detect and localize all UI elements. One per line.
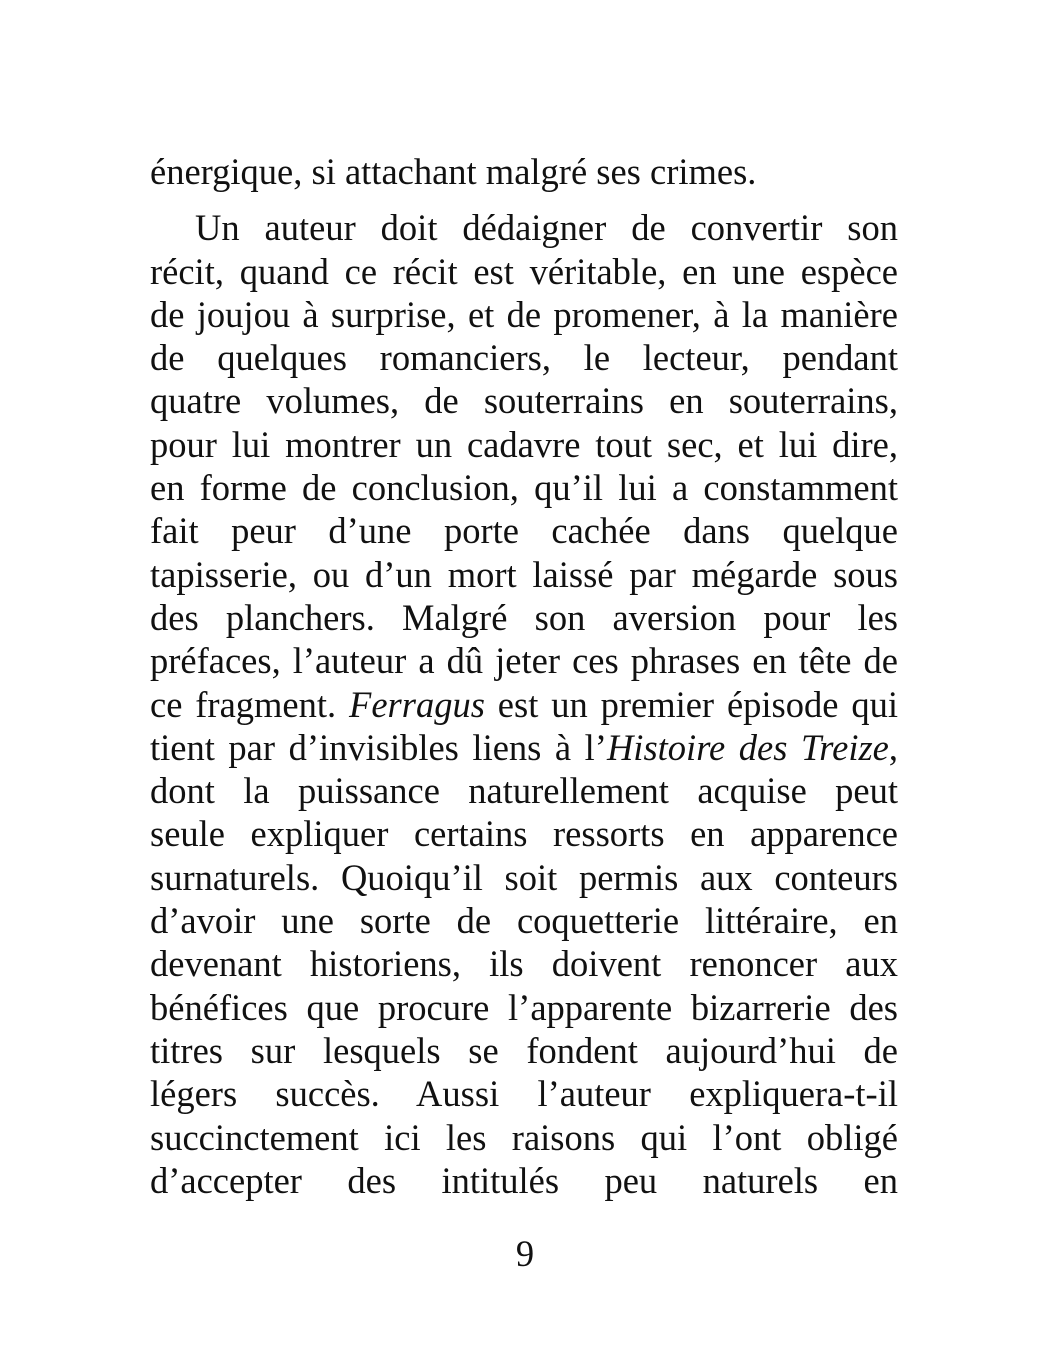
text-fragment: tient par d’invisibles liens à l’ (150, 726, 607, 768)
text-line: d’accepter des intitulés peu naturels en (150, 1159, 898, 1201)
text-line: récit, quand ce récit est véritable, en une espèce (150, 250, 898, 292)
text-fragment: ce fragment. (150, 683, 350, 725)
text-line: fait peur d’une porte cachée dans quelque (150, 510, 898, 552)
text-line: des planchers. Malgré son aversion pour les (150, 596, 898, 638)
text-line: quatre volumes, de souterrains en souterrains, (150, 380, 898, 422)
text-line: légers succès. Aussi l’auteur expliquera-t-il (150, 1073, 898, 1115)
text-line: surnaturels. Quoiqu’il soit permis aux conteurs (150, 856, 898, 898)
text-line: seule expliquer certains ressorts en apparence (150, 813, 898, 855)
text-line: succinctement ici les raisons qui l’ont obligé (150, 1116, 898, 1158)
text-line: préfaces, l’auteur a dû jeter ces phrases en tête de (150, 640, 898, 682)
text-line: pour lui montrer un cadavre tout sec, et lui dire, (150, 423, 898, 465)
text-line: devenant historiens, ils doivent renoncer aux (150, 943, 898, 985)
text-line: titres sur lesquels se fondent aujourd’hui de (150, 1029, 898, 1071)
book-title: Ferragus (349, 683, 485, 725)
text-line: bénéfices que procure l’apparente bizarrerie des (150, 986, 898, 1028)
text-line: Un auteur doit dédaigner de convertir son (195, 207, 898, 249)
text-line: dont la puissance naturellement acquise peut (150, 770, 898, 812)
text-line: énergique, si attachant malgré ses crimes. (150, 151, 757, 192)
text-line: en forme de conclusion, qu’il lui a constamment (150, 467, 898, 509)
text-line: d’avoir une sorte de coquetterie littéraire, en (150, 900, 898, 942)
text-line-with-title (150, 683, 898, 726)
text-fragment: , (888, 726, 898, 768)
page-number: 9 (515, 1233, 535, 1274)
paragraph-gap (150, 193, 898, 206)
text-line: de joujou à surprise, et de promener, à la manière (150, 293, 898, 335)
text-line: de quelques romanciers, le lecteur, pendant (150, 337, 898, 379)
text-line-with-title (150, 726, 898, 769)
text-line: tapisserie, ou d’un mort laissé par mégarde sous (150, 553, 898, 595)
text-fragment: est un premier épisode qui (484, 683, 898, 725)
page-text (150, 150, 898, 1202)
book-title: Histoire des Treize (606, 726, 889, 768)
